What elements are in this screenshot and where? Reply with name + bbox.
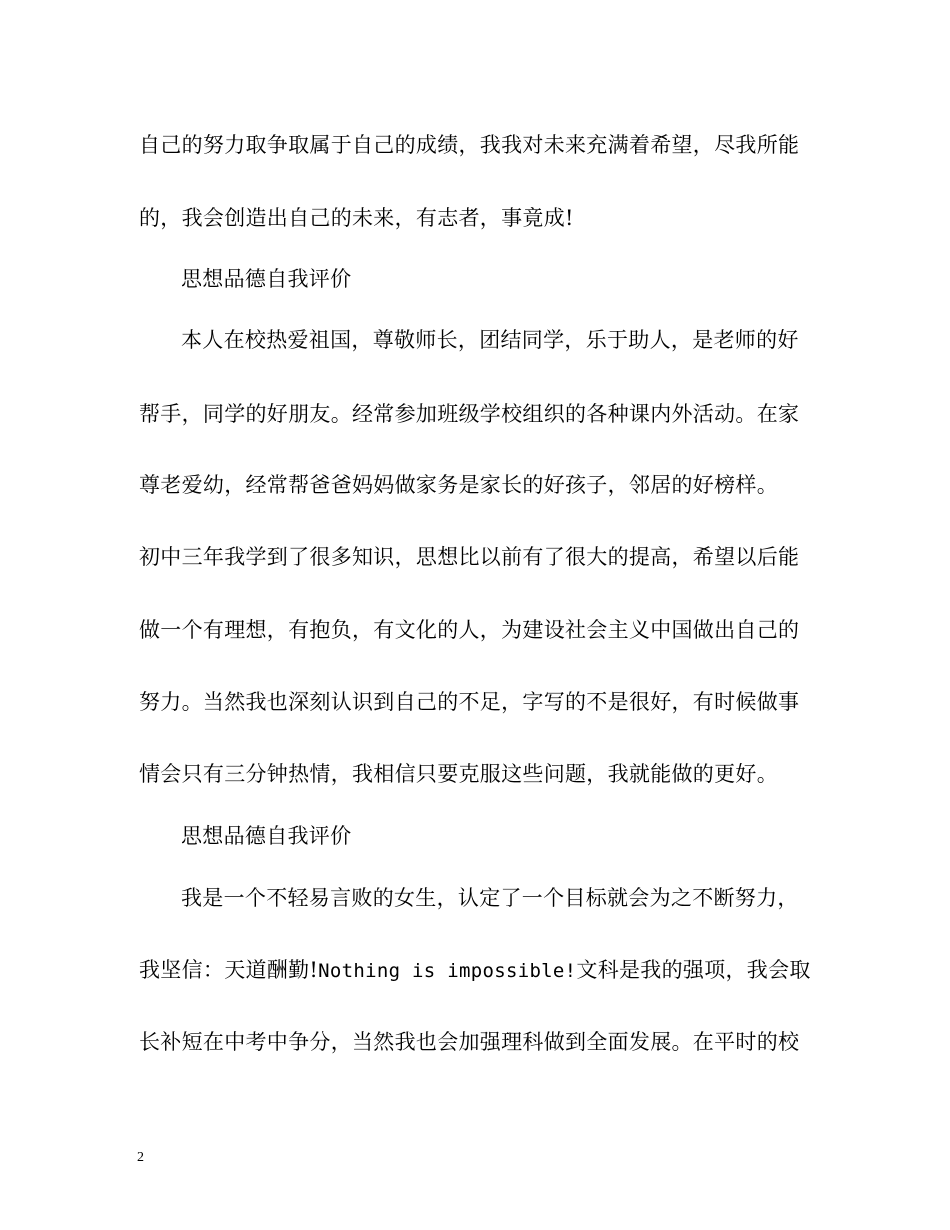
text-segment: 文科是我的强项，我会取 [576,958,811,982]
section-heading: 思想品德自我评价 [181,267,352,291]
body-text-line: 的，我会创造出自己的未来，有志者，事竟成! [139,206,574,230]
body-text-line: 初中三年我学到了很多知识，思想比以前有了很大的提高，希望以后能 [139,545,800,569]
body-text-line: 做一个有理想，有抱负，有文化的人，为建设社会主义中国做出自己的 [139,618,800,642]
body-text-line: 帮手，同学的好朋友。经常参加班级学校组织的各种课内外活动。在家 [139,402,800,426]
body-text-line: 长补短在中考中争分，当然我也会加强理科做到全面发展。在平时的校 [139,1030,800,1054]
section-heading: 思想品德自我评价 [181,824,352,848]
body-text-line: 尊老爱幼，经常帮爸爸妈妈做家务是家长的好孩子，邻居的好榜样。 [139,473,778,497]
latin-phrase: Nothing is impossible! [318,960,577,982]
paragraph-first-line: 我是一个不轻易言败的女生，认定了一个目标就会为之不断努力， [181,886,799,910]
page-number: 2 [137,1150,144,1165]
paragraph-first-line: 本人在校热爱祖国，尊敬师长，团结同学，乐于助人，是老师的好 [181,328,799,352]
body-text-line: 情会只有三分钟热情，我相信只要克服这些问题，我就能做的更好。 [139,762,778,786]
body-text-line: 自己的努力取争取属于自己的成绩，我我对未来充满着希望，尽我所能 [139,133,800,157]
text-segment: 我坚信：天道酬勤! [139,958,319,982]
body-text-line: 努力。当然我也深刻认识到自己的不足，字写的不是很好，有时候做事 [139,690,800,714]
body-text-line-mixed [139,955,819,986]
